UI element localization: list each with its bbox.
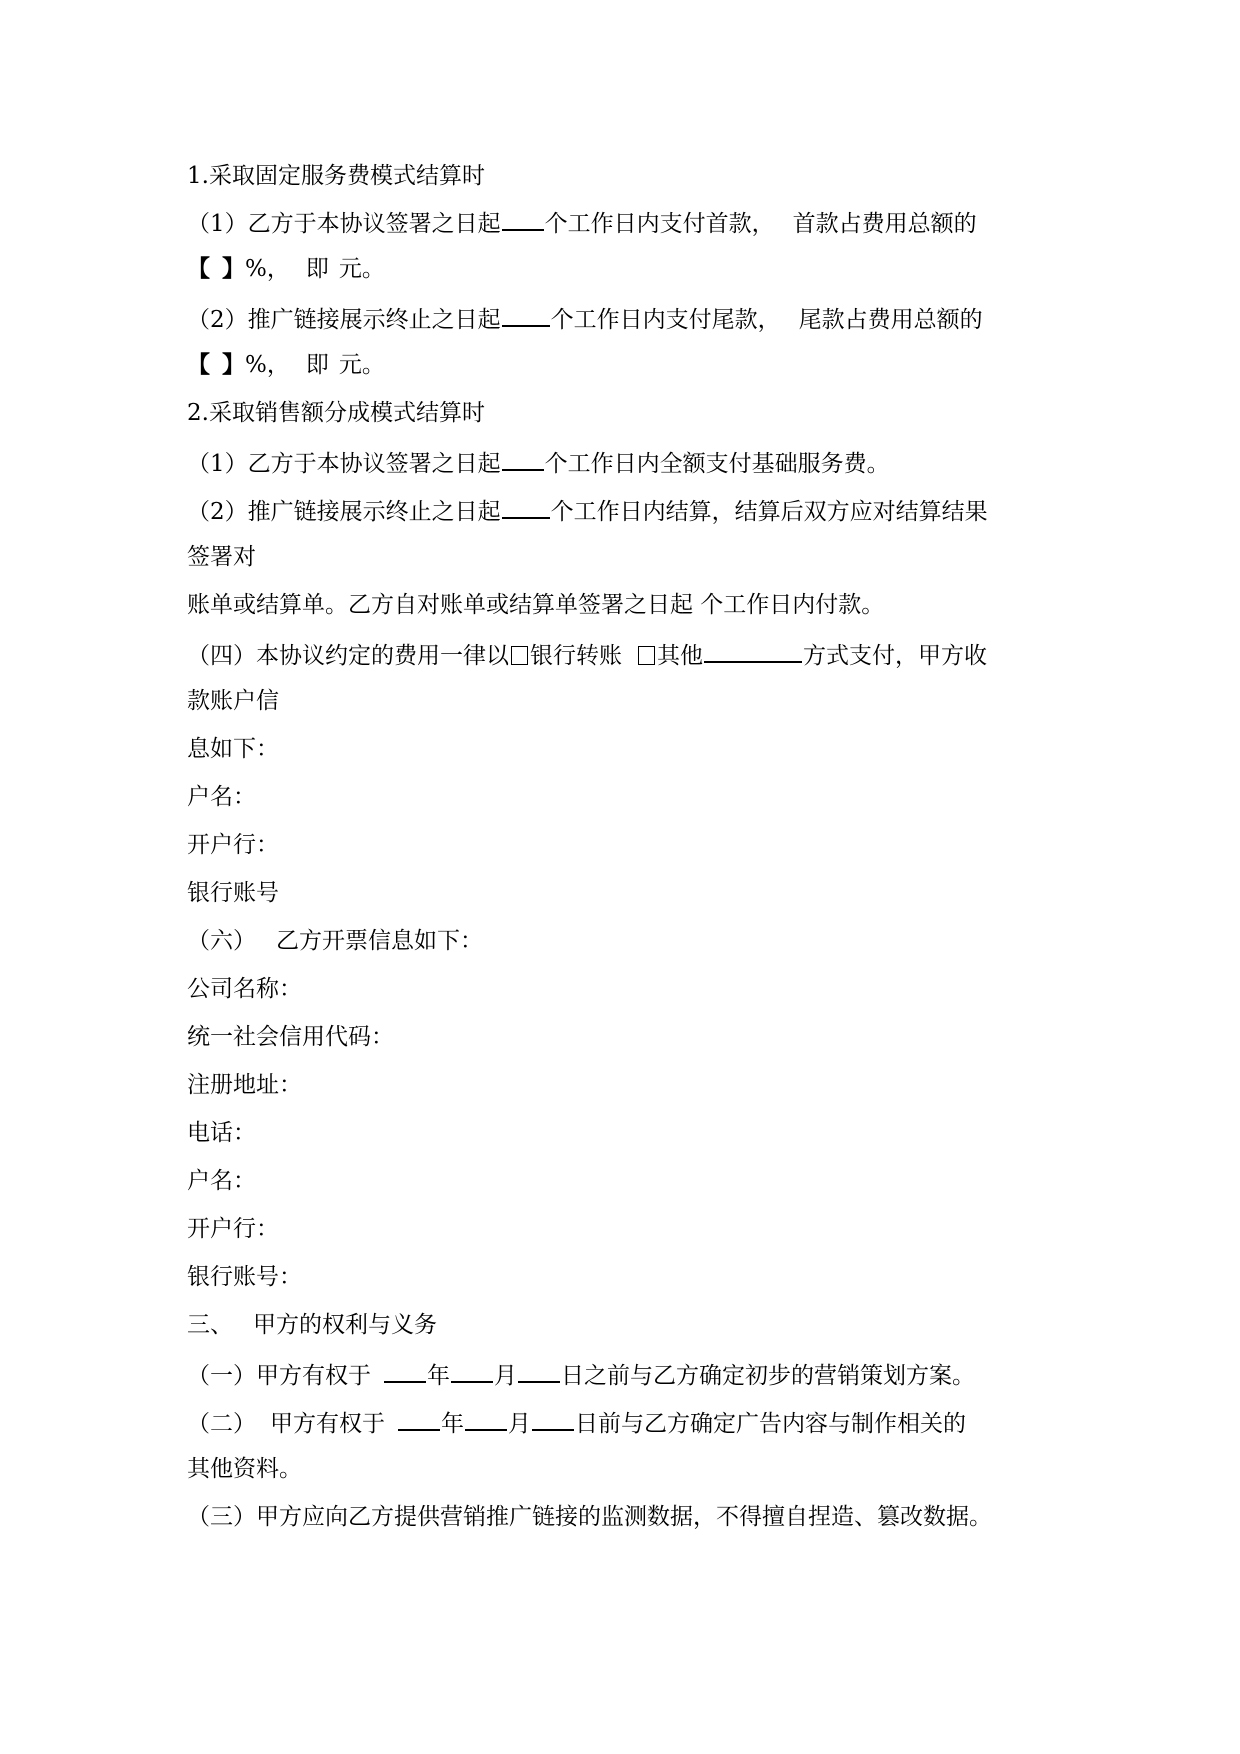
clause-1-2: （2）推广链接展示终止之日起 个工作日内支付尾款， 尾款占费用总额的 — [187, 301, 1067, 336]
clause-2-2: （2）推广链接展示终止之日起 个工作日内结算，结算后双方应对结算结果 — [187, 493, 1067, 528]
bank-label: 开户行： — [187, 832, 279, 858]
year-blank[interactable] — [398, 1405, 440, 1431]
invoice-account-name-label: 户名： — [187, 1168, 256, 1194]
clause-6-heading: （六） 乙方开票信息如下： — [187, 928, 483, 954]
section-3-item-1: （一）甲方有权于 年 月 日之前与乙方确定初步的营销策划方案。 — [187, 1357, 1067, 1392]
section-3-item-2: （二） 甲方有权于 年 月 日前与乙方确定广告内容与制作相关的 — [187, 1405, 1067, 1440]
clause-1-1-cont: 【 】%， 即 元。 — [187, 255, 385, 282]
blank-field[interactable] — [502, 493, 550, 519]
month-blank[interactable] — [451, 1357, 493, 1383]
bank-transfer-checkbox[interactable] — [511, 646, 528, 665]
clause-4-cont-2: 息如下： — [187, 736, 279, 762]
clause-2-1: （1）乙方于本协议签署之日起 个工作日内全额支付基础服务费。 — [187, 445, 1067, 480]
day-blank[interactable] — [518, 1357, 560, 1383]
blank-field[interactable] — [502, 301, 550, 327]
blank-field[interactable] — [502, 205, 544, 231]
account-name-label: 户名： — [187, 784, 256, 810]
blank-field[interactable] — [502, 445, 544, 471]
clause-2-2-cont-2: 账单或结算单。乙方自对账单或结算单签署之日起 个工作日内付款。 — [187, 592, 885, 618]
invoice-bank-label: 开户行： — [187, 1216, 279, 1242]
clause-4-cont-1: 款账户信 — [187, 688, 279, 714]
day-blank[interactable] — [532, 1405, 574, 1431]
blank-field[interactable] — [704, 637, 802, 663]
invoice-account-number-label: 银行账号： — [187, 1264, 302, 1290]
registered-address-label: 注册地址： — [187, 1072, 302, 1098]
clause-4-payment: （四）本协议约定的费用一律以 银行转账 其他 方式支付，甲方收 — [187, 637, 1067, 672]
other-method-checkbox[interactable] — [638, 646, 655, 665]
section-3-heading: 三、 甲方的权利与义务 — [187, 1312, 437, 1338]
clause-1-1: （1）乙方于本协议签署之日起 个工作日内支付首款， 首款占费用总额的 — [187, 205, 1067, 240]
company-name-label: 公司名称： — [187, 976, 302, 1002]
clause-2-heading: 2.采取销售额分成模式结算时 — [187, 400, 485, 426]
clause-1-heading: 1.采取固定服务费模式结算时 — [187, 163, 485, 189]
year-blank[interactable] — [384, 1357, 426, 1383]
month-blank[interactable] — [465, 1405, 507, 1431]
account-number-label: 银行账号 — [187, 880, 279, 906]
clause-1-2-cont: 【 】%， 即 元。 — [187, 351, 385, 378]
section-3-item-2-cont: 其他资料。 — [187, 1456, 302, 1482]
phone-label: 电话： — [187, 1120, 256, 1146]
credit-code-label: 统一社会信用代码： — [187, 1024, 394, 1050]
clause-2-2-cont-1: 签署对 — [187, 544, 256, 570]
section-3-item-3: （三）甲方应向乙方提供营销推广链接的监测数据，不得擅自捏造、篡改数据。 — [187, 1504, 992, 1530]
